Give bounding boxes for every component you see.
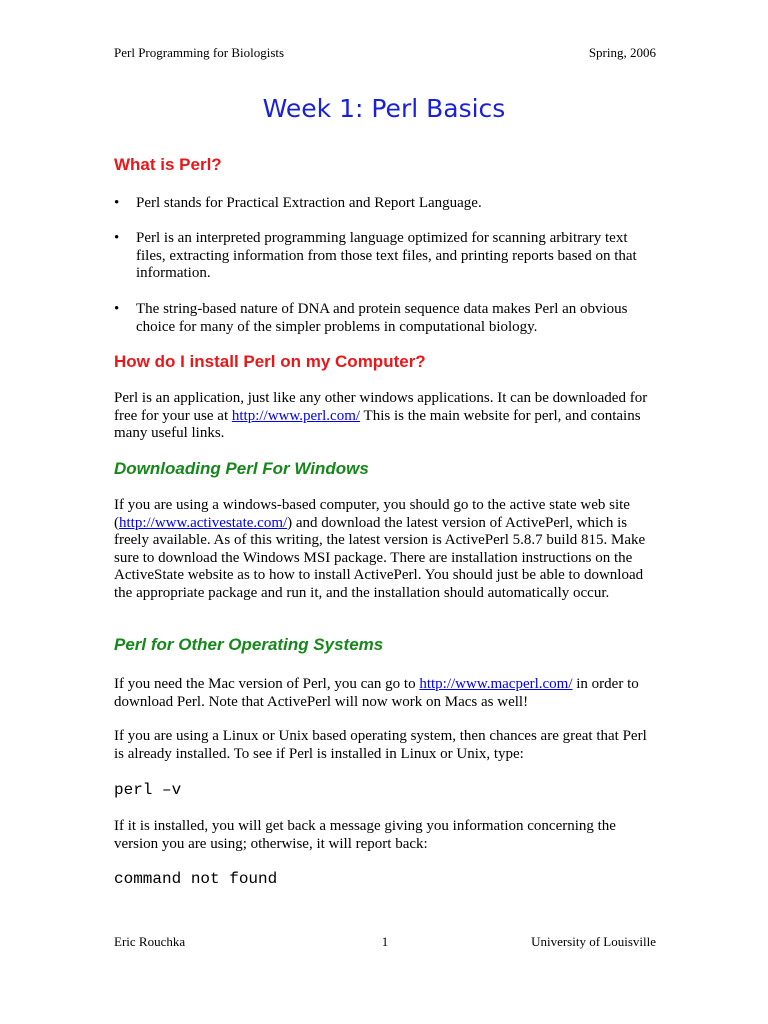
code-command-not-found: command not found	[114, 870, 278, 888]
heading-install-perl: How do I install Perl on my Computer?	[114, 352, 426, 371]
heading-downloading-windows: Downloading Perl For Windows	[114, 459, 369, 478]
mac-paragraph	[114, 676, 654, 711]
heading-what-is-perl: What is Perl?	[114, 155, 222, 174]
bullet-text: The string-based nature of DNA and protein sequence data makes Perl an obvious choice for many of the simpler problems in computational biology.	[136, 301, 628, 335]
perl-com-link[interactable]: http://www.perl.com/	[231, 407, 361, 424]
install-text-after: This is the main website for perl, and contains many useful links.	[114, 407, 641, 441]
windows-text-after: ) and download the latest version of ActivePerl, which is freely available. As of this writing, the latest version is ActivePerl 5.8.7 build 815. Make sure to download the Windows MSI package. There are installation instructions on the ActiveState website as to how to install ActivePerl. You should just be able to download the appropriate package and run it, and the installation should automatically occur.	[114, 514, 646, 601]
install-text-before: Perl is an application, just like any other windows applications. It can be downloaded for free for your use at	[114, 390, 648, 424]
bullet-item	[114, 230, 654, 283]
install-paragraph	[114, 390, 654, 443]
mac-text-after: in order to download Perl. Note that ActivePerl will now work on Macs as well!	[114, 676, 639, 710]
page-title: Week 1: Perl Basics	[262, 94, 506, 123]
header-term: Spring, 2006	[588, 45, 656, 60]
bullet-dot-icon: •	[114, 301, 120, 317]
bullet-text: Perl is an interpreted programming language optimized for scanning arbitrary text files, extracting information from those text files, and printing reports based on that information.	[136, 230, 637, 281]
installed-paragraph: If it is installed, you will get back a message giving you information concerning the version you are using; otherwise, it will report back:	[114, 818, 616, 852]
windows-paragraph	[114, 497, 654, 602]
activestate-link[interactable]: http://www.activestate.com/	[119, 514, 288, 531]
mac-text-before: If you need the Mac version of Perl, you can go to	[114, 676, 420, 692]
bullet-dot-icon: •	[114, 230, 120, 246]
bullet-item	[114, 301, 654, 336]
linux-paragraph: If you are using a Linux or Unix based operating system, then chances are great that Perl is already installed. To see if Perl is installed in Linux or Unix, type:	[114, 728, 647, 762]
windows-text-before: If you are using a windows-based computer, you should go to the active state web site (	[114, 497, 630, 531]
code-perl-version: perl –v	[114, 781, 182, 799]
footer-institution: University of Louisville	[531, 934, 656, 949]
bullet-dot-icon: •	[114, 195, 120, 211]
bullet-item	[114, 195, 654, 213]
heading-other-os: Perl for Other Operating Systems	[114, 635, 384, 654]
bullet-text: Perl stands for Practical Extraction and Report Language.	[136, 195, 482, 211]
macperl-link[interactable]: http://www.macperl.com/	[419, 676, 573, 692]
footer-author: Eric Rouchka	[114, 934, 186, 949]
header-course-title: Perl Programming for Biologists	[114, 45, 285, 60]
footer-page-number: 1	[381, 934, 389, 949]
